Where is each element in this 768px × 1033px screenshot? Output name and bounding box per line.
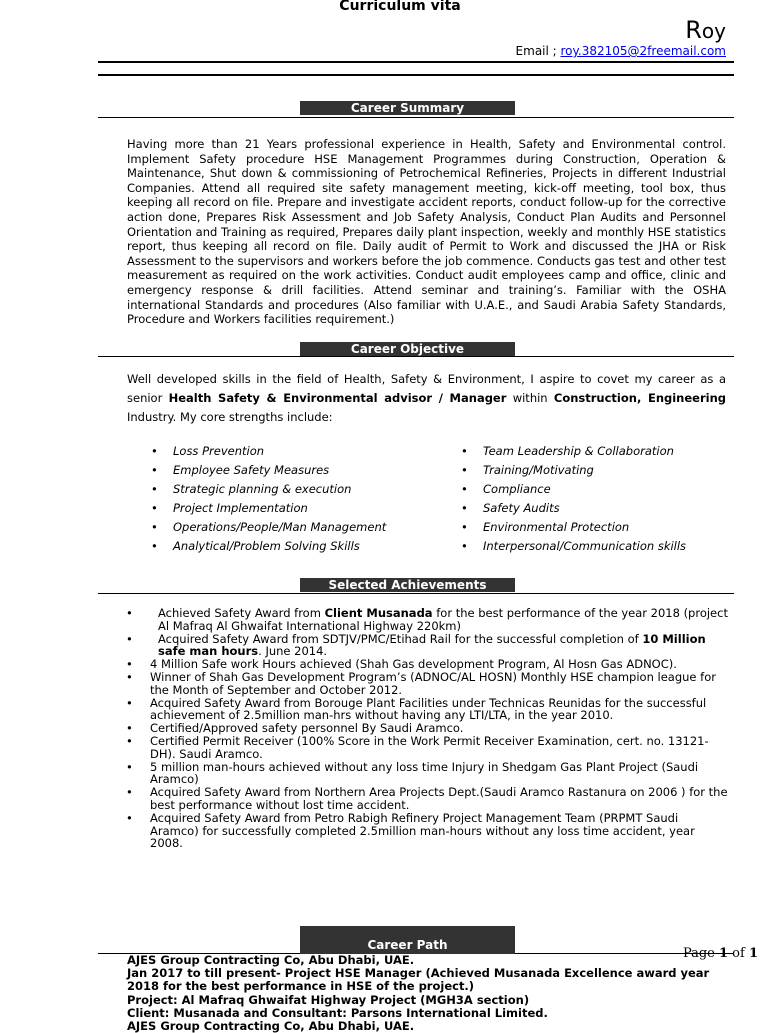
- career-summary-rule: [98, 117, 734, 118]
- page-of: of: [728, 946, 749, 961]
- achievement-text: Acquired Safety Award from SDTJV/PMC/Etihad Rail for the successful completion of: [158, 631, 643, 646]
- bullet-dot: •: [151, 482, 158, 496]
- strengths-list-left: [151, 442, 451, 556]
- strength-item: [461, 518, 731, 537]
- email-label: Email ;: [515, 44, 561, 58]
- career-path-line: Project: Al Mafraq Ghwaifat Highway Project (MGH3A section): [127, 992, 530, 1007]
- career-path-line: AJES Group Contracting Co, Abu Dhabi, UAE.: [127, 1019, 415, 1033]
- achievement-text: Certified Permit Receiver (100% Score in the Work Permit Receiver Examination, cert. no. 13121-DH). Saudi Aramco.: [150, 733, 709, 761]
- strength-item: [151, 461, 451, 480]
- career-objective-rule: [98, 356, 734, 357]
- career-summary-heading: Career Summary: [300, 101, 515, 115]
- achievement-text: . June 2014.: [258, 644, 328, 659]
- strength-item: [461, 537, 731, 556]
- strength-text: Employee Safety Measures: [173, 463, 330, 477]
- career-path-heading: Career Path: [367, 938, 448, 952]
- page-current: 1: [719, 946, 729, 961]
- strengths-list-right: [461, 442, 731, 556]
- objective-within: within: [506, 391, 554, 405]
- strength-item: [151, 499, 451, 518]
- bullet-dot: •: [151, 501, 158, 515]
- bullet-dot: •: [461, 520, 468, 534]
- strength-text: Training/Motivating: [483, 463, 594, 477]
- objective-role: Health Safety & Environmental advisor / Manager: [168, 391, 507, 405]
- strength-item: [151, 480, 451, 499]
- achievement-text: Acquired Safety Award from Borouge Plant Facilities under Technicas Reunidas for the successful achievement of 2.5million man-hrs without having any LTI/LTA, in the year 2010.: [150, 695, 707, 723]
- achievements-heading: Selected Achievements: [300, 578, 515, 592]
- objective-intro: Well developed skills in the field of Health, Safety & Environment, I aspire to covet my career as a senior: [127, 372, 726, 405]
- career-summary-text: Having more than 21 Years professional experience in Health, Safety and Environmental control. Implement Safety procedure HSE Management Programmes during Construction, Operation & Maintenance, Shut down & commissioning of Petrochemical Refineries, Projects in different Industrial Companies. Attend all required site safety management meeting, kick-off meeting, tool box, thus keeping all record on file. Prepare and investigate accident reports, conduct follow-up for the corrective action done, Prepares Risk Assessment and Job Safety Analysis, Conduct Plan Audits and Personnel Orientation and Training as required, Prepares daily plant inspection, weekly and monthly HSE statistics report, thus keeping all record on file. Daily audit of Permit to Work and discussed the JHA or Risk Assessment to the supervisors and workers before the job commence. Conducts gas test and other test measurement as required on the work activities. Conduct audit employees camp and office, clinic and emergency response & drill facilities. Attend seminar and training’s. Familiar with the OSHA international Standards and procedures (Also familiar with U.A.E., and Saudi Arabia Safety Standards, Procedure and Workers facilities requirement.): [127, 137, 726, 327]
- strength-text: Compliance: [483, 482, 551, 496]
- achievement-item: [120, 697, 730, 723]
- bullet-dot: •: [151, 444, 158, 458]
- bullet-dot: •: [151, 520, 158, 534]
- strength-text: Project Implementation: [173, 501, 308, 515]
- achievement-text: Acquired Safety Award from Petro Rabigh Refinery Project Management Team (PRPMT Saudi Aramco) for successfully completed 2.5million man-hours without any loss time accident, year 2008.: [150, 810, 695, 851]
- bullet-dot: •: [461, 444, 468, 458]
- achievement-text: Acquired Safety Award from Northern Area Projects Dept.(Saudi Aramco Rastanura on 2006 ) for the best performance without lost time accident.: [150, 785, 728, 812]
- achievement-item: [120, 671, 730, 697]
- strength-text: Interpersonal/Communication skills: [483, 539, 687, 553]
- objective-strengths-intro: Industry. My core strengths include:: [127, 410, 333, 424]
- strength-text: Environmental Protection: [483, 520, 630, 534]
- career-objective-text: [127, 370, 726, 427]
- strength-item: [151, 442, 451, 461]
- achievements-rule: [98, 593, 734, 594]
- header-rule-top: [98, 61, 734, 63]
- achievement-item: [120, 786, 730, 812]
- career-objective-heading: Career Objective: [300, 342, 515, 356]
- objective-industry: Construction, Engineering: [553, 391, 727, 405]
- achievement-text: for the best performance of the year 2018 (project Al Mafraq Al Ghwaifat International Highway 220km): [158, 606, 728, 633]
- bullet-dot: •: [461, 463, 468, 477]
- strength-item: [151, 537, 451, 556]
- bullet-dot: •: [461, 482, 468, 496]
- achievement-text: Certified/Approved safety personnel By Saudi Aramco.: [150, 721, 464, 736]
- bullet-dot: •: [461, 539, 468, 553]
- name-initial: R: [685, 16, 702, 44]
- document-title: Curriculum vita: [339, 0, 461, 14]
- bullet-dot: •: [126, 657, 133, 672]
- strength-text: Analytical/Problem Solving Skills: [173, 539, 360, 553]
- achievement-item: [120, 812, 730, 850]
- strength-text: Strategic planning & execution: [173, 482, 352, 496]
- header-rule-bottom: [98, 74, 734, 76]
- bullet-dot: •: [151, 463, 158, 477]
- bullet-dot: •: [461, 501, 468, 515]
- achievement-text: 4 Million Safe work Hours achieved (Shah Gas development Program, Al Hosn Gas ADNOC).: [150, 657, 677, 672]
- career-path-line: Client: Musanada and Consultant: Parsons International Limited.: [127, 1005, 548, 1020]
- achievement-item: [120, 607, 730, 633]
- achievement-text: 5 million man-hours achieved without any loss time Injury in Shedgam Gas Plant Project (Saudi Aramco): [150, 759, 699, 787]
- email-link[interactable]: roy.382105@2freemail.com: [560, 44, 726, 58]
- achievement-text: Winner of Shah Gas Development Program’s (ADNOC/AL HOSN) Monthly HSE champion league for the Month of September and October 2012.: [150, 669, 716, 697]
- bullet-dot: •: [126, 785, 133, 800]
- strength-item: [461, 499, 731, 518]
- strength-item: [151, 518, 451, 537]
- email-line: [516, 44, 726, 58]
- bullet-dot: •: [126, 695, 133, 710]
- bullet-dot: •: [126, 733, 133, 748]
- achievements-list: [120, 607, 730, 850]
- achievement-highlight: 10 Million safe man hours: [158, 631, 706, 659]
- achievement-item: [120, 735, 730, 761]
- career-path-text: [127, 954, 727, 1033]
- strength-text: Team Leadership & Collaboration: [483, 444, 674, 458]
- career-path-line: AJES Group Contracting Co, Abu Dhabi, UAE.: [127, 953, 415, 967]
- bullet-dot: •: [126, 759, 133, 774]
- candidate-name: [685, 16, 726, 44]
- bullet-dot: •: [126, 810, 133, 825]
- strength-item: [461, 461, 731, 480]
- bullet-dot: •: [126, 631, 133, 646]
- name-rest: oy: [701, 19, 726, 43]
- page-total: 1: [748, 946, 758, 961]
- page-number: [683, 946, 758, 961]
- page-label: Page: [682, 946, 719, 961]
- strength-item: [461, 480, 731, 499]
- bullet-dot: •: [126, 669, 133, 684]
- achievement-highlight: Client Musanada: [324, 606, 433, 620]
- achievement-item: [120, 633, 730, 659]
- bullet-dot: •: [151, 539, 158, 553]
- bullet-dot: •: [126, 606, 133, 620]
- strength-text: Safety Audits: [483, 501, 560, 515]
- strength-text: Loss Prevention: [173, 444, 265, 458]
- achievement-text: Achieved Safety Award from: [158, 606, 325, 620]
- bullet-dot: •: [126, 721, 133, 736]
- strength-item: [461, 442, 731, 461]
- strength-text: Operations/People/Man Management: [173, 520, 387, 534]
- achievement-item: [120, 761, 730, 787]
- career-path-line: Jan 2017 to till present- Project HSE Manager (Achieved Musanada Excellence award year 2018 for the best performance in HSE of the project.): [127, 966, 710, 994]
